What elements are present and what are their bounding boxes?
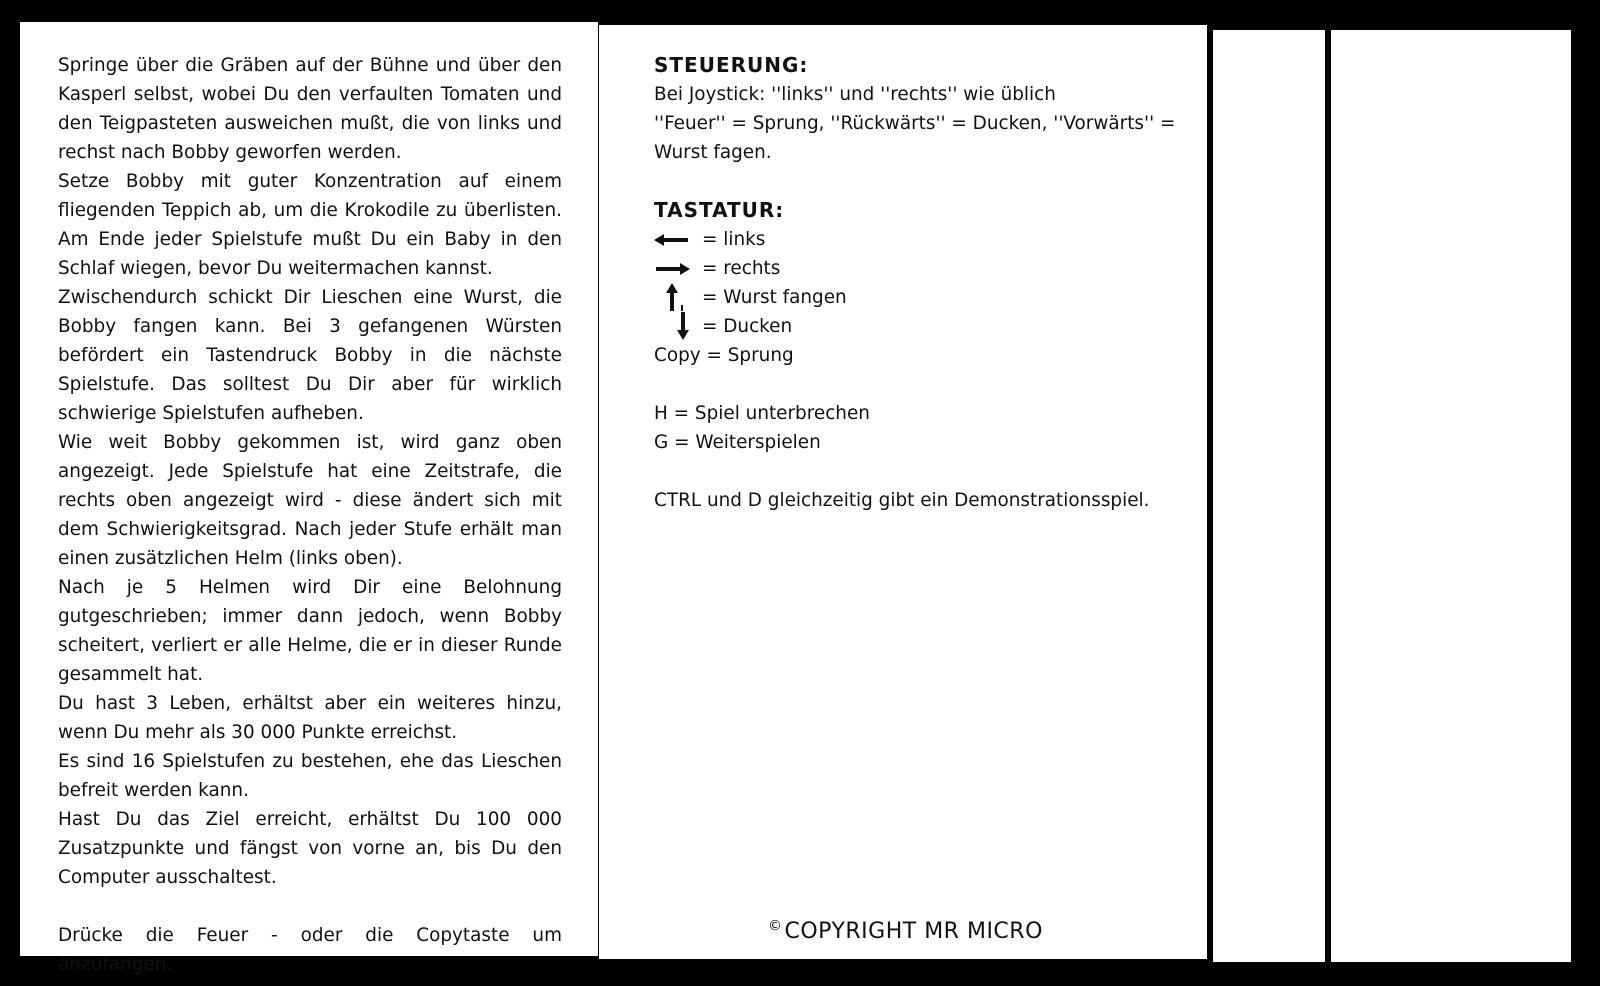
joystick-line: Bei Joystick: ''links'' und ''rechts'' wie üblich xyxy=(654,84,1056,105)
copyright-symbol: © xyxy=(768,918,783,934)
down-arrow-icon xyxy=(654,312,702,341)
demo-line: CTRL und D gleichzeitig gibt ein Demonstrationsspiel. xyxy=(654,490,1150,511)
joystick-line: Wurst fagen. xyxy=(654,142,772,163)
key-label: = links xyxy=(702,229,766,250)
steuerung-heading: STEUERUNG: xyxy=(654,53,809,77)
key-label: = Wurst fangen xyxy=(702,287,847,308)
key-row-down xyxy=(654,312,1194,341)
key-label: = Ducken xyxy=(702,316,793,337)
key-row-right xyxy=(654,254,1194,283)
blank-back-panel xyxy=(1331,30,1571,962)
tastatur-heading: TASTATUR: xyxy=(654,198,785,222)
copyright-text: COPYRIGHT MR MICRO xyxy=(784,919,1043,944)
right-arrow-icon xyxy=(654,254,702,283)
paragraph-jump: Springe über die Gräben auf der Bühne und über den Kasperl selbst, wobei Du den verfaulten Tomaten und den Teigpasteten ausweichen mußt, die von links und rechst nach Bobby geworfen werden. xyxy=(58,55,562,163)
copyright-notice xyxy=(768,918,1043,944)
key-row-up xyxy=(654,283,1194,312)
paragraph-helmets: Nach je 5 Helmen wird Dir eine Belohnung gutgeschrieben; immer dann jedoch, wenn Bobby scheitert, verliert er alle Helme, die er in dieser Runde gesammelt hat. xyxy=(58,577,562,685)
blank-spine-panel xyxy=(1213,30,1325,962)
left-page xyxy=(20,22,598,975)
paragraph-progress: Wie weit Bobby gekommen ist, wird ganz oben angezeigt. Jede Spielstufe hat eine Zeitstrafe, die rechts oben angezeigt wird - diese ändert sich mit dem Schwierigkeitsgrad. Nach jeder Stufe erhält man einen zusätzlichen Helm (links oben). xyxy=(58,432,562,569)
joystick-line: ''Feuer'' = Sprung, ''Rückwärts'' = Ducken, ''Vorwärts'' = xyxy=(654,113,1176,134)
paragraph-levels: Es sind 16 Spielstufen zu bestehen, ehe das Lieschen befreit werden kann. xyxy=(58,751,562,801)
left-arrow-icon xyxy=(654,225,702,254)
paragraph-sausage: Zwischendurch schickt Dir Lieschen eine Wurst, die Bobby fangen kann. Bei 3 gefangenen Würsten befördert ein Tastendruck Bobby in die nächste Spielstufe. Das solltest Du Dir aber für wirklich schwierige Spielstufen aufheben. xyxy=(58,287,562,424)
paragraph-carpet: Setze Bobby mit guter Konzentration auf einem fliegenden Teppich ab, um die Krokodile zu überlisten. Am Ende jeder Spielstufe mußt Du ein Baby in den Schlaf wiegen, bevor Du weitermachen kannst. xyxy=(58,171,562,279)
up-arrow-icon xyxy=(654,283,702,312)
key-label: = rechts xyxy=(702,258,781,279)
paragraph-goal: Hast Du das Ziel erreicht, erhältst Du 100 000 Zusatzpunkte und fängst von vorne an, bis Du den Computer ausschaltest. xyxy=(58,809,562,888)
pause-line: H = Spiel unterbrechen xyxy=(654,403,870,424)
copy-key-line: Copy = Sprung xyxy=(654,345,794,366)
paragraph-lives: Du hast 3 Leben, erhältst aber ein weiteres hinzu, wenn Du mehr als 30 000 Punkte erreichst. xyxy=(58,693,562,743)
resume-line: G = Weiterspielen xyxy=(654,432,821,453)
paragraph-start: Drücke die Feuer - oder die Copytaste um anzufangen. xyxy=(58,925,562,975)
controls-section xyxy=(654,51,1194,515)
middle-page xyxy=(599,25,1207,959)
key-row-left xyxy=(654,225,1194,254)
instructions-text xyxy=(58,51,562,979)
